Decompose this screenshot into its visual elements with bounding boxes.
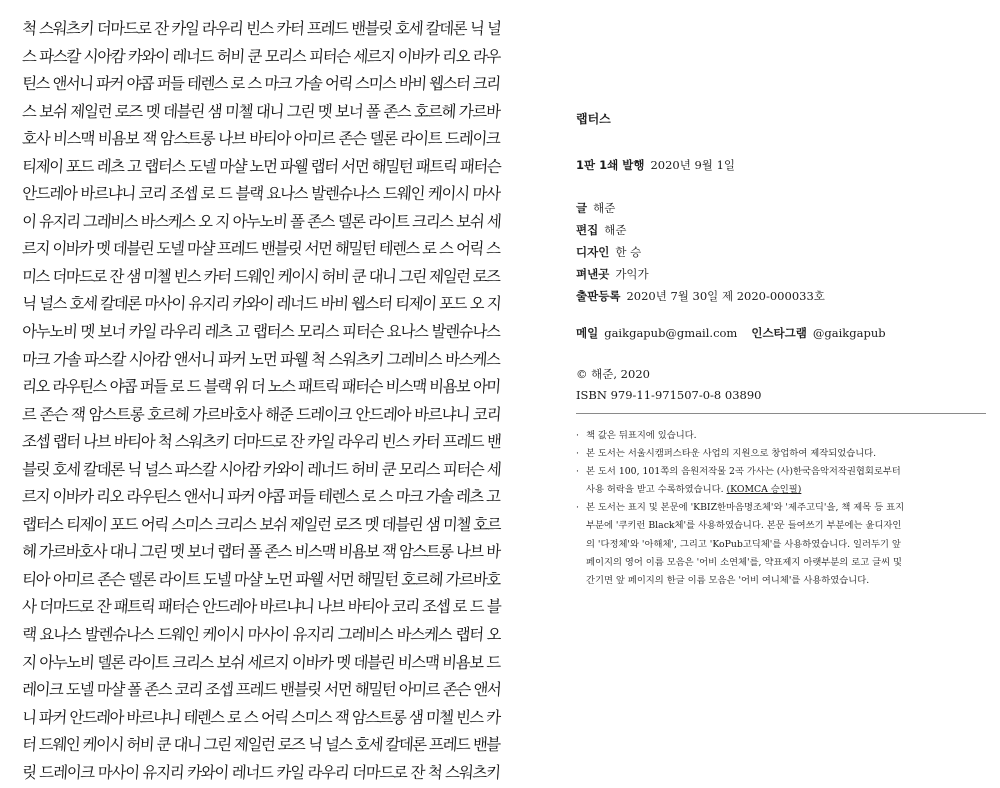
name-list-line: 아누노비 멧 보너 카일 라우리 레츠 고 랩터스 모리스 피터슨 요나스 발렌슈나스 — [21, 322, 501, 342]
credit-value: 한 승 — [615, 245, 642, 259]
book-title: 랩터스 — [576, 112, 611, 126]
credit-key: 펴낸곳 — [576, 267, 610, 281]
edition-label: 1판 1쇄 발행 — [576, 158, 645, 172]
name-list-line: 랩터스 티제이 포드 어릭 스미스 크리스 보쉬 제일런 로즈 멧 데블린 샘 미첼 호르 — [21, 515, 502, 535]
credit-key: 글 — [576, 201, 588, 215]
credit-key: 편집 — [576, 223, 599, 237]
name-list-line: 르지 이바카 리오 라우틴스 앤서니 파커 야콥 퍼들 테렌스 로 스 마크 가솔 레츠 고 — [21, 487, 501, 507]
credit-key: 출판등록 — [576, 289, 621, 303]
contact-info — [576, 325, 886, 341]
name-list-page — [21, 16, 502, 783]
name-list-line: 마크 가솔 파스칼 시아캄 앤서니 파커 노먼 파웰 척 스워츠키 그레비스 바스케스 — [21, 350, 501, 369]
instagram-label: 인스타그램 — [751, 326, 807, 340]
name-list-line: 지 아누노비 델론 라이트 크리스 보쉬 세르지 이바카 멧 데블린 비스맥 비욤보 드 — [21, 653, 501, 672]
name-list-line: 헤 가르바호사 대니 그린 멧 보너 랩터 폴 존스 비스맥 비욤보 잭 암스트롱 나브 바 — [21, 542, 501, 562]
credit-row — [576, 266, 825, 288]
credit-value: 2020년 7월 30일 제 2020-000033호 — [626, 289, 825, 303]
colophon-page — [576, 0, 986, 723]
komca-approval-link: (KOMCA 승인필) — [726, 484, 802, 496]
note-item — [576, 427, 906, 445]
note-item — [576, 463, 906, 499]
edition-date: 2020년 9월 1일 — [650, 158, 735, 172]
credit-key: 디자인 — [576, 245, 610, 259]
name-list-line: 이 유지리 그레비스 바스케스 오 지 아누노비 폴 존스 델론 라이트 크리스 보쉬 세 — [21, 212, 502, 232]
copyright-block — [576, 366, 762, 410]
edition-info — [576, 157, 735, 173]
bullet: · — [576, 448, 579, 460]
name-list-line: 사 더마드로 잔 패트릭 패터슨 안드레아 바르냐니 나브 바티아 코리 조셉 로 드 블 — [21, 597, 502, 617]
bullet: · — [576, 502, 579, 514]
instagram-handle[interactable]: @gaikgapub — [812, 326, 886, 340]
credit-value: 가익가 — [615, 267, 649, 281]
note-item — [576, 499, 906, 589]
name-list-line: 미스 더마드로 잔 샘 미첼 빈스 카터 드웨인 케이시 허비 쿤 대니 그린 제일런 로즈 — [21, 267, 501, 287]
mail-address[interactable]: gaikgapub@gmail.com — [604, 326, 738, 340]
name-list-line: 티아 아미르 존슨 델론 라이트 도넬 마샬 노먼 파웰 서먼 해밀턴 호르헤 가르바호 — [21, 570, 501, 590]
name-list-line: 틴스 앤서니 파커 야콥 퍼들 테렌스 로 스 마크 가솔 어릭 스미스 바비 웹스터 크리 — [21, 74, 501, 94]
divider-rule — [576, 413, 986, 414]
name-list-line: 터 드웨인 케이시 허비 쿤 대니 그린 제일런 로즈 닉 널스 호세 칼데론 프레드 밴블 — [21, 735, 501, 755]
credit-value: 해준 — [604, 223, 627, 237]
credit-row — [576, 222, 825, 244]
note-text: 본 도서는 표지 및 본문에 'KBIZ한마음명조체'와 '제주고딕'을, 책 제목 등 표지 부분에 '쿠키런 Black체'를 사용하였습니다. 본문 들여쓰기 부분에는 윤디자인의 '다정체'와 '아해체', 그리고 'KoPub고딕체'를 사용하였습니다. 일러두기 앞 페이지의 영어 이름 모음은 '어비 소연체'를, 약표제지 아랫부분의 로고 글씨 및 간기면 앞 페이지의 한글 이름 모음은 '어비 여니체'를 사용하였습니다. — [586, 502, 905, 586]
note-text: 본 도서 100, 101쪽의 음원저작물 2곡 가사는 (사)한국음악저작권협회로부터 사용 허락을 받고 수록하였습니다. — [586, 466, 901, 496]
name-list-line: 스 파스칼 시아캄 카와이 레너드 허비 쿤 모리스 피터슨 세르지 이바카 리오 라우 — [21, 47, 501, 66]
credit-row — [576, 200, 825, 222]
name-list-line: 블릿 호세 칼데론 닉 널스 파스칼 시아캄 카와이 레너드 허비 쿤 모리스 피터슨 세 — [21, 460, 502, 480]
credit-row — [576, 244, 825, 266]
name-list-line: 호사 비스맥 비욤보 잭 암스트롱 나브 바티아 아미르 존슨 델론 라이트 드레이크 — [21, 129, 501, 149]
name-list-line: 스 보쉬 제일런 로즈 멧 데블린 샘 미첼 대니 그린 멧 보너 폴 존스 호르헤 가르바 — [21, 102, 501, 122]
name-list-line: 조셉 랩터 나브 바티아 척 스워츠키 더마드로 잔 카일 라우리 빈스 카터 프레드 밴 — [21, 432, 502, 452]
credit-row — [576, 288, 825, 310]
credit-value: 해준 — [593, 201, 616, 215]
name-list-line: 랙 요나스 발렌슈나스 드웨인 케이시 마사이 유지리 그레비스 바스케스 랩터 오 — [21, 625, 502, 645]
note-text: 본 도서는 서울시캠퍼스타운 사업의 지원으로 창업하여 제작되었습니다. — [586, 448, 877, 460]
name-list-line: 안드레아 바르냐니 코리 조셉 로 드 블랙 요나스 발렌슈나스 드웨인 케이시 마사 — [21, 184, 501, 204]
name-list-line: 르지 이바카 멧 데블린 도넬 마샬 프레드 밴블릿 서먼 해밀턴 테렌스 로 스 어릭 스 — [21, 239, 501, 259]
credits-list — [576, 200, 825, 310]
name-list-line: 티제이 포드 레츠 고 랩터스 도넬 마샬 노먼 파웰 랩터 서먼 해밀턴 패트릭 패터슨 — [21, 157, 502, 177]
isbn-line: ISBN 979-11-971507-0-8 03890 — [576, 388, 762, 402]
name-list-line: 레이크 도넬 마샬 폴 존스 코리 조셉 프레드 밴블릿 서먼 해밀턴 아미르 존슨 앤서 — [21, 680, 502, 700]
notes-list — [576, 427, 906, 590]
name-list-line: 니 파커 안드레아 바르냐니 테렌스 로 스 어릭 스미스 잭 암스트롱 샘 미첼 빈스 카 — [21, 708, 501, 728]
bullet: · — [576, 430, 579, 441]
name-list-line: 릿 드레이크 마사이 유지리 카와이 레너드 카일 라우리 더마드로 잔 척 스워츠키 — [21, 763, 501, 783]
name-list-line: 르 존슨 잭 암스트롱 호르헤 가르바호사 해준 드레이크 안드레아 바르냐니 코리 — [21, 405, 502, 425]
mail-label: 메일 — [576, 326, 599, 340]
note-text: 책 값은 뒤표지에 있습니다. — [586, 430, 697, 441]
note-item — [576, 445, 906, 463]
name-list-line: 닉 널스 호세 칼데론 마사이 유지리 카와이 레너드 바비 웹스터 티제이 포드 오 지 — [21, 294, 502, 314]
name-list-line: 리오 라우틴스 야콥 퍼들 로 드 블랙 위 더 노스 패트릭 패터슨 비스맥 비욤보 아미 — [21, 377, 501, 397]
name-list-line: 척 스워츠키 더마드로 잔 카일 라우리 빈스 카터 프레드 밴블릿 호세 칼데론 닉 널 — [21, 19, 502, 39]
copyright-line: © 해준, 2020 — [576, 367, 650, 381]
bullet: · — [576, 466, 579, 478]
